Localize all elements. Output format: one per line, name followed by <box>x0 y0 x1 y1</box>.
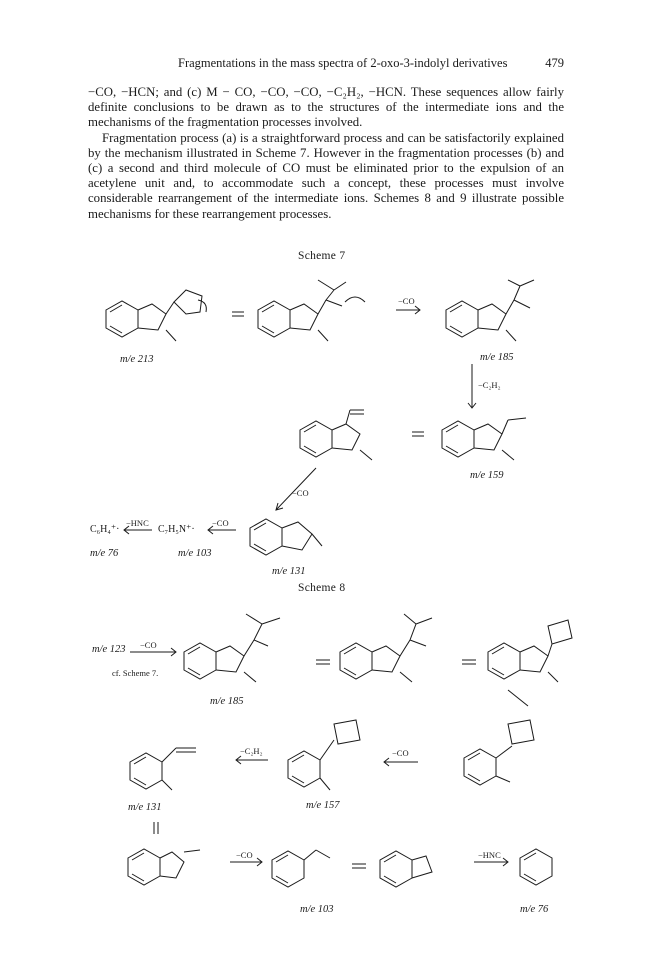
arrow-s8-minus-co-c: −CO <box>236 850 253 860</box>
structure-s8-m157 <box>288 720 360 790</box>
page-number: 479 <box>545 56 564 70</box>
running-title: Fragmentations in the mass spectra of 2-oxo-3-indolyl derivatives <box>178 56 508 70</box>
structure-s8-benzyne <box>520 849 552 885</box>
label-s8-m76: m/e 76 <box>520 904 549 915</box>
paragraph-continued: −CO, −HCN; and (c) M − CO, −CO, −CO, −C₂H₂, −HCN. These sequences allow fairly definite conclusions to be drawn as to the structures of the intermediate ions and the mechanisms of the fragmentation processes involved. <box>88 85 564 130</box>
arrow-s7-minus-co-1: −CO <box>398 296 415 306</box>
structure-s8-row3-c <box>380 851 432 887</box>
structure-s8-row3-a <box>128 849 200 885</box>
label-s7-m103: m/e 103 <box>178 548 212 559</box>
arrow-s8-minus-c2h2: −C₂H₂ <box>240 746 263 756</box>
arrow-s7-minus-co-2: −CO <box>292 488 309 498</box>
arrow-s8-minus-co-a: −CO <box>140 640 157 650</box>
formula-c7h5n: C₇H₅N⁺· <box>158 524 195 535</box>
label-s7-m185: m/e 185 <box>480 352 514 363</box>
arrow-s8-minus-hnc: −HNC <box>478 850 501 860</box>
label-s8-cf: cf. Scheme 7. <box>112 668 159 678</box>
structure-s8-row3-b <box>272 850 330 887</box>
structure-s8-right-row2 <box>464 720 534 785</box>
label-s8-m185: m/e 185 <box>210 696 244 707</box>
scheme-8-title: Scheme 8 <box>298 582 346 594</box>
arrow-s7-minus-hnc: −HNC <box>126 518 149 528</box>
label-s8-m103: m/e 103 <box>300 904 334 915</box>
label-s8-m123: m/e 123 <box>92 644 126 655</box>
structure-s8-oxete <box>488 620 572 682</box>
arrow-s8-minus-co-b: −CO <box>392 748 409 758</box>
structure-s8-m131 <box>130 748 196 790</box>
structure-vinyl-acyl <box>258 280 365 341</box>
structure-m131 <box>250 519 322 555</box>
label-s7-m76: m/e 76 <box>90 548 119 559</box>
structure-ketene-m159-left <box>300 410 372 460</box>
structure-s8-m185 <box>184 614 280 682</box>
label-s8-m131: m/e 131 <box>128 802 162 813</box>
label-s7-m213: m/e 213 <box>120 354 154 365</box>
label-s7-m131: m/e 131 <box>272 566 306 577</box>
structure-m159-right <box>442 418 526 460</box>
structure-m213 <box>106 290 206 341</box>
label-s7-m159: m/e 159 <box>470 470 504 481</box>
arrow-s7-minus-co-3: −CO <box>212 518 229 528</box>
arrow-s7-minus-c2h2: −C₂H₂ <box>478 380 501 390</box>
formula-c6h4: C₆H₄⁺· <box>90 524 120 535</box>
paragraph-fragmentation: Fragmentation process (a) is a straightforward process and can be satisfactorily explained by the mechanism illustrated in Scheme 7. However in the fragmentation processes (b) and (c) a second and third molecule of CO must be eliminated prior to the expulsion of an acetylene unit and, to accommodate such a concept, these processes must involve considerable rearrangement of the intermediate ions. Schemes 8 and 9 illustrate possible mechanisms for these rearrangement processes. <box>88 130 564 221</box>
structure-m185-a <box>446 280 534 341</box>
scheme-7-title: Scheme 7 <box>298 250 346 262</box>
structure-s8-acyl <box>340 614 432 682</box>
label-s8-m157: m/e 157 <box>306 800 340 811</box>
